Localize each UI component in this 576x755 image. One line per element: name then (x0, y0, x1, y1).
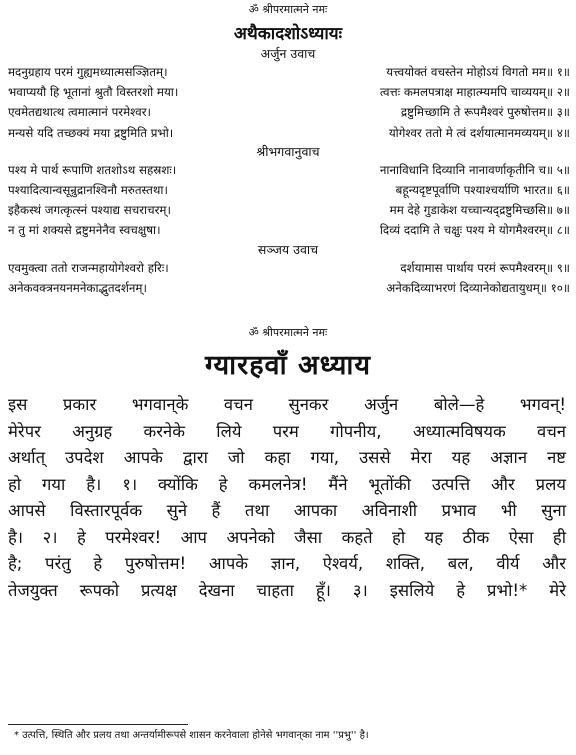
prose-line: हो गया है। १। क्योंकि हे कमलनेत्र! मैंने भूतोंकी उत्पत्ति और प्रलय (8, 474, 566, 494)
footnote: * उत्पत्ति, स्थिति और प्रलय तथा अन्तर्यामीरूपसे शासन करनेवाला होनेसे भगवान्‌का नाम ''प्रभु'' है। (14, 730, 369, 741)
prose-line: है। २। हे परमेश्वर! आप अपनेको जैसा कहते हो यह ठीक ऐसा ही (8, 527, 566, 547)
sanskrit-section-bhagavan (0, 143, 576, 241)
verse-second-half: दिव्यं ददामि ते चक्षुः पश्य मे योगमैश्वरम्॥ ८॥ (379, 223, 570, 238)
verse-first-half: इहैकस्थं जगत्कृत्स्नं पश्याद्य सचराचरम्। (8, 203, 171, 218)
speaker-label: अर्जुन उवाच (260, 46, 316, 61)
sanskrit-chapter-title: अथैकादशोऽध्यायः (233, 24, 343, 44)
hindi-chapter-title: ग्यारहवाँ अध्याय (204, 350, 372, 382)
verse-second-half: दर्शयामास पार्थाय परमं रूपमैश्वरम्॥ ९॥ (400, 260, 570, 275)
verse-first-half: मदनुग्रहाय परमं गुह्यमध्यात्मसञ्ज्ञितम्। (8, 65, 168, 79)
prose-line: तेजयुक्त रूपको प्रत्यक्ष देखना चाहता हूँ। ३। इसलिये हे प्रभो!* मेरे (8, 580, 566, 600)
sanskrit-section-arjuna (0, 45, 576, 143)
sanskrit-section-sanjaya (0, 241, 576, 298)
hindi-invocation: ॐ श्रीपरमात्मने नमः (248, 326, 328, 340)
prose-line: आपसे विस्तारपूर्वक सुने हैं तथा आपका अविनाशी प्रभाव भी सुना (8, 501, 566, 521)
verse-second-half: द्रष्टुमिच्छामि ते रूपमैश्वरं पुरुषोत्तम॥ ३॥ (400, 105, 570, 120)
verse-line (8, 220, 570, 240)
prose-line: इस प्रकार भगवान्‌के वचन सुनकर अर्जुन बोले—हे भगवन्! (8, 395, 566, 415)
verse-second-half: त्वत्तः कमलपत्राक्ष माहात्म्यमपि चाव्ययम्॥ २॥ (379, 85, 570, 100)
verse-line (8, 160, 570, 180)
verse-second-half: यत्त्वयोक्तं वचस्तेन मोहोऽयं विगतो मम॥ १॥ (386, 65, 570, 79)
prose-line: है; परंतु हे पुरुषोत्तम! आपके ज्ञान, ऐश्वर्य, शक्ति, बल, वीर्य और (8, 554, 566, 574)
verse-second-half: योगेश्वर ततो मे त्वं दर्शयात्मानमव्ययम्॥ ४॥ (388, 125, 570, 140)
verse-first-half: मन्यसे यदि तच्छक्यं मया द्रष्टुमिति प्रभो। (8, 125, 174, 140)
verse-line (8, 62, 570, 82)
verse-line (8, 82, 570, 102)
verse-line (8, 258, 570, 278)
verse-line (8, 278, 570, 298)
sanskrit-invocation: ॐ श्रीपरमात्मने नमः (248, 3, 328, 16)
verse-second-half: नानाविधानि दिव्यानि नानावर्णाकृतीनि च॥ ५॥ (379, 162, 570, 177)
hindi-translation (8, 392, 566, 604)
verse-first-half: एवमुक्त्वा ततो राजन्महायोगेश्वरो हरिः। (8, 260, 169, 275)
footnote-divider (8, 724, 188, 725)
verse-first-half: अनेकवक्त्रनयनमनेकाद्भुतदर्शनम्। (8, 280, 147, 295)
speaker-label: श्रीभगवानुवाच (256, 143, 320, 159)
verse-second-half: अनेकदिव्याभरणं दिव्यानेकोद्यतायुधम्॥ १०॥ (386, 280, 570, 295)
prose-line: मेरेपर अनुग्रह करनेके लिये परम गोपनीय, अध्यात्मविषयक वचन (8, 421, 566, 441)
prose-line: अर्थात् उपदेश आपके द्वारा जो कहा गया, उससे मेरा यह अज्ञान नष्ट (8, 448, 566, 468)
verse-line (8, 102, 570, 122)
verse-line (8, 180, 570, 200)
speaker-label: सञ्जय उवाच (257, 241, 319, 257)
verse-line (8, 200, 570, 220)
verse-second-half: मम देहे गुडाकेश यच्चान्यद्द्रष्टुमिच्छसि॥ ७॥ (389, 203, 570, 218)
verse-line (8, 123, 570, 143)
verse-first-half: पश्यादित्यान्वसून्रुद्रानश्विनौ मरुतस्तथा। (8, 183, 168, 198)
verse-first-half: पश्य मे पार्थ रूपाणि शतशोऽथ सहस्रशः। (8, 162, 177, 177)
verse-second-half: बहून्यदृष्टपूर्वाणि पश्याश्चर्याणि भारत॥ ६॥ (395, 183, 570, 198)
verse-first-half: भवाप्ययौ हि भूतानां श्रुतौ विस्तरशो मया। (8, 85, 179, 100)
verse-first-half: न तु मां शक्यसे द्रष्टुमनेनैव स्वचक्षुषा। (8, 223, 161, 238)
verse-first-half: एवमेतद्यथात्थ त्वमात्मानं परमेश्वर। (8, 105, 152, 120)
